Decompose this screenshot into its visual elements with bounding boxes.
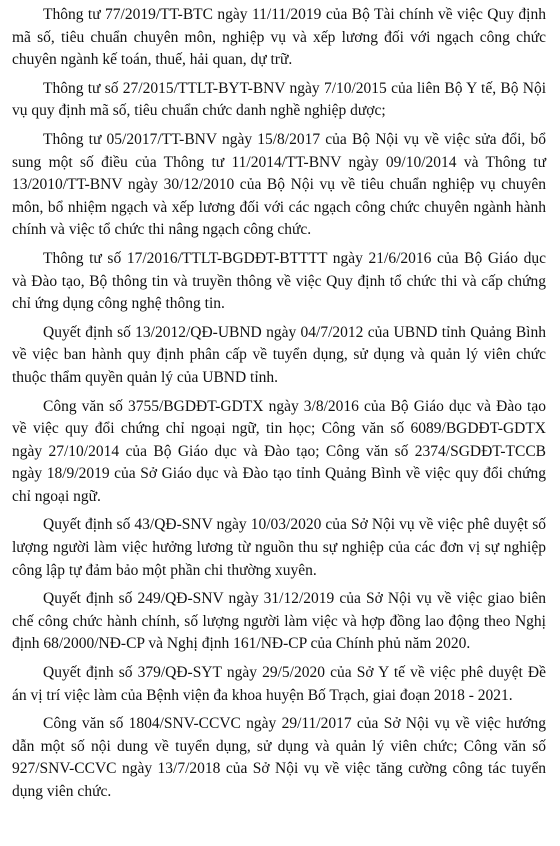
paragraph-dispatch-3755: Công văn số 3755/BGDĐT-GDTX ngày 3/8/2016 của Bộ Giáo dục và Đào tạo về việc quy đổi chứng chỉ ngoại ngữ, tin học; Công văn số 6089/BGDĐT-GDTX ngày 27/10/2014 của Bộ Giáo dục và Đào tạo; Công văn số 2374/SGDĐT-TCCB ngày 18/9/2019 của Sở Giáo dục và Đào tạo tỉnh Quảng Bình về việc quy đổi chứng chỉ ngoại ngữ. [12, 397, 546, 505]
paragraph-dispatch-1804: Công văn số 1804/SNV-CCVC ngày 29/11/2017 của Sở Nội vụ về việc hướng dẫn một số nội dung về tuyển dụng, sử dụng và quản lý viên chức; Công văn số 927/SNV-CCVC ngày 13/7/2018 của Sở Nội vụ về việc tăng cường công tác tuyển dụng viên chức. [12, 715, 546, 800]
paragraph-circular-77-2019: Thông tư 77/2019/TT-BTC ngày 11/11/2019 của Bộ Tài chính về việc Quy định mã số, tiêu chuẩn chuyên môn, nghiệp vụ và xếp lương đối với ngạch công chức chuyên ngành kế toán, thuế, hải quan, dự trữ. [12, 6, 546, 69]
paragraph-decision-379: Quyết định số 379/QĐ-SYT ngày 29/5/2020 của Sở Y tế về việc phê duyệt Đề án vị trí việc làm của Bệnh viện đa khoa huyện Bố Trạch, giai đoạn 2018 - 2021. [12, 664, 546, 704]
paragraph-decision-43: Quyết định số 43/QĐ-SNV ngày 10/03/2020 của Sở Nội vụ về việc phê duyệt số lượng người làm việc hưởng lương từ nguồn thu sự nghiệp của các đơn vị sự nghiệp công lập tự đảm bảo một phần chi thường xuyên. [12, 516, 546, 579]
paragraph-decision-13-2012: Quyết định số 13/2012/QĐ-UBND ngày 04/7/2012 của UBND tỉnh Quảng Bình về việc ban hành quy định phân cấp về tuyển dụng, sử dụng và quản lý viên chức thuộc thẩm quyền quản lý của UBND tỉnh. [12, 323, 546, 386]
paragraph-circular-05-2017: Thông tư 05/2017/TT-BNV ngày 15/8/2017 của Bộ Nội vụ về việc sửa đổi, bổ sung một số điều của Thông tư 11/2014/TT-BNV ngày 09/10/2014 và Thông tư 13/2010/TT-BNV ngày 30/12/2010 của Bộ Nội vụ về tiêu chuẩn nghiệp vụ chuyên môn, bổ nhiệm ngạch và xếp lương đối với các ngạch công chức chuyên ngành hành chính và việc tổ chức thi nâng ngạch công chức. [12, 130, 546, 239]
paragraph-decision-249: Quyết định số 249/QĐ-SNV ngày 31/12/2019 của Sở Nội vụ về việc giao biên chế công chức hành chính, số lượng người làm việc và hợp đồng lao động theo Nghị định 68/2000/NĐ-CP và Nghị định 161/NĐ-CP của Chính phủ năm 2020. [12, 590, 546, 653]
paragraph-circular-17-2016: Thông tư số 17/2016/TTLT-BGDĐT-BTTTT ngày 21/6/2016 của Bộ Giáo dục và Đào tạo, Bộ thông tin và truyền thông về việc Quy định tổ chức thi và cấp chứng chỉ ứng dụng công nghệ thông tin. [12, 249, 546, 313]
paragraph-circular-27-2015: Thông tư số 27/2015/TTLT-BYT-BNV ngày 7/10/2015 của liên Bộ Y tế, Bộ Nội vụ quy định mã số, tiêu chuẩn chức danh nghề nghiệp dược; [12, 79, 546, 120]
